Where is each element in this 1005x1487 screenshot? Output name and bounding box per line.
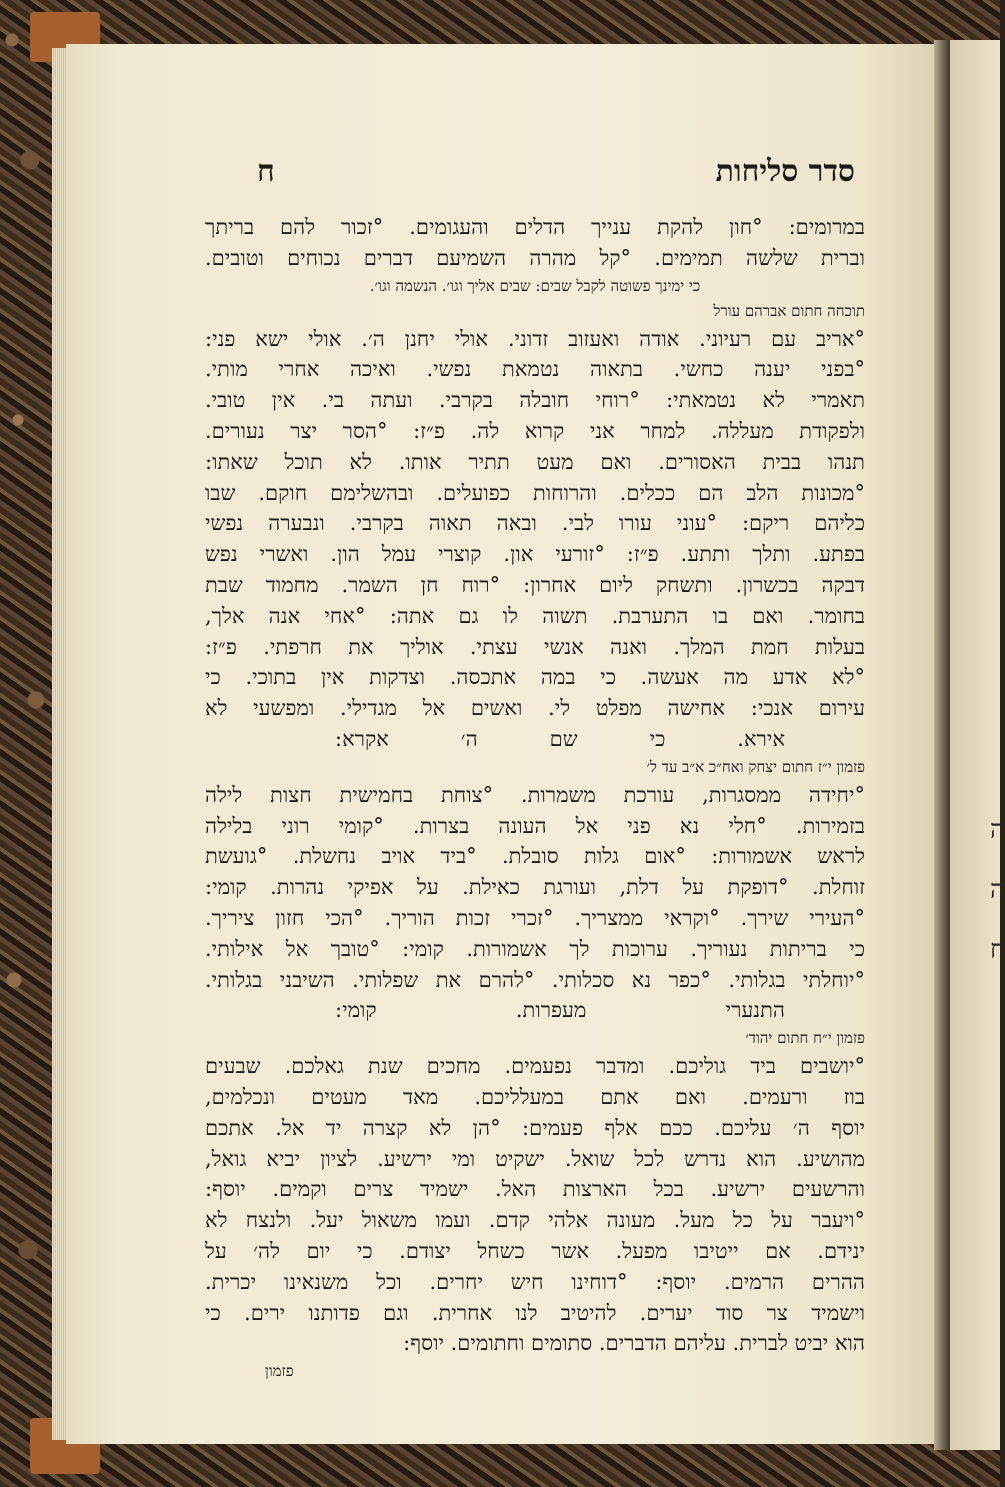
text-line: דבקה בכשרון. ותשחק ליום אחרון: °רוח חן השמר. מחמוד שבת (205, 572, 865, 597)
text-line: פזמון י״ז חתום יצחק ואח״כ א״ב עד ל׳ (646, 757, 865, 776)
text-line: °אריב עם רעיוני. אודה ואעזוב זדוני. אולי יחנן ה׳. אולי ישא פני: (205, 326, 865, 351)
text-line: °לא אדע מה אעשה. כי במה אתכסה. וצדקות אין בתוכי. כי (205, 665, 865, 690)
text-line: פזמון י״ח חתום יהוד׳ (745, 1029, 865, 1048)
text-line: ולפקודת מעללה. למחר אני קרוא לה. פ״ז: °הסר יצר נעורים. (205, 418, 865, 443)
text-line: תוכחה חתום אברהם עורל (713, 301, 865, 320)
text-line: פזמון (265, 1362, 294, 1381)
text-line: הוא יביט לברית. עליהם הדברים. סתומים וחתומים. יוסף: (403, 1331, 865, 1356)
right-page-marks: ה ה ח (990, 815, 1005, 965)
text-line: °בפני יענה כחשי. בתאוה נטמאת נפשי. ואיכה אחרי מותי. (205, 357, 865, 382)
text-line: בעלות חמת המלך. ואנה אנשי עצתי. אוליך את חרפתי. פ״ז: (205, 634, 865, 659)
text-line: ההרים הרמים. יוסף: °דוחינו חיש יחרים. וכל משנאינו יכרית. (205, 1269, 865, 1294)
text-line: °מכונות הלב הם ככלים. והרוחות כפועלים. ובהשלימם חוקם. שבו (205, 480, 865, 505)
text-line: התנערי מעפרות. קומי: (335, 998, 785, 1023)
text-line: כי ימינך פשוטה לקבל שבים: שבים אליך וגו׳. הנשמה וגו׳. (369, 276, 701, 295)
text-line: °יושבים ביד גוליכם. ומדבר נפעמים. מחכים שנת גאלכם. שבעים (205, 1054, 865, 1079)
text-line: והרשעים ירשיע. בכל הארצות האל. ישמיד צרים וקמים. יוסף: (205, 1177, 865, 1202)
page-body (205, 212, 865, 1384)
text-line: בוז ורעמים. ואם אתם במעלליכם. מאד מעטים ונכלמים, (205, 1084, 865, 1109)
text-line: ינידם. אם ייטיבו מפעל. אשר כשחל יצודם. כי יום לה׳ על (205, 1238, 865, 1263)
text-line: יוסף ה׳ עליכם. ככם אלף פעמים: °הן לא קצרה יד אל. אתכם (205, 1115, 865, 1140)
text-line: בזמירות. °חלי נא פני אל העונה בצרות. °קומי רוני בלילה (205, 813, 865, 838)
text-line: במרומים: °חון להקת ענייך הדלים והעגומים. °זכור להם בריתך (205, 215, 865, 239)
book-gutter (934, 40, 950, 1450)
page-header (205, 150, 865, 198)
text-line: °העירי שירך. °וקראי ממצריך. °זכרי זכות הוריך. °הכי חזון ציריך. (205, 905, 865, 930)
text-line: תנהו בבית האסורים. ואם מעט תתיר אותו. לא תוכל שאתו: (205, 449, 865, 474)
text-line: אירא. כי שם ה׳ אקרא: (335, 726, 785, 751)
right-page (950, 40, 1005, 1450)
text-line: וברית שלשה תמימים. °קל מהרה השמיעם דברים נכוחים וטובים. (205, 245, 865, 270)
page-title: סדר סליחות (715, 154, 855, 189)
text-line: °יוחלתי בגלותי. °כפר נא סכלותי. °להרם את שפלותי. השיבני בגלותי. (205, 967, 865, 992)
text-line: כי בריתות נעוריך. ערוכות לך אשמורות. קומי: °טובך אל אילותי. (205, 936, 865, 961)
text-line: עירום אנכי: אחישה מפלט לי. ואשים אל מגדילי. ומפשעי לא (205, 696, 865, 721)
text-line: וישמיד צר סוד יערים. להיטיב לנו אחרית. וגם פדותנו ירים. כי (205, 1300, 865, 1325)
text-line: כליהם ריקם: °עוני עורו לבי. ובאה תאוה בקרבי. ונבערה נפשי (205, 511, 865, 536)
text-line: לראש אשמורות: °אום גלות סובלת. °ביד אויב נחשלת. °גועשת (205, 844, 865, 869)
text-line: זוחלת. °דופקת על דלת, ועורגת כאילת. על אפיקי נהרות. קומי: (205, 875, 865, 900)
text-line: בחומר. ואם בו התערבת. תשוה לו גם אתה: °אחי אנה אלך, (205, 603, 865, 628)
text-line: מהושיע. הוא נדרש לכל שואל. ישקיט ומי ירשיע. לציון יביא גואל, (205, 1146, 865, 1171)
text-line: °ויעבר על כל מעל. מעונה אלהי קדם. ועמו משאול יעל. ולנצח לא (205, 1208, 865, 1233)
text-line: °יחידה ממסגרות, עורכת משמרות. °צוחת בחמישית חצות לילה (205, 782, 865, 807)
text-line: תאמרי לא נטמאתי: °רוחי חובלה בקרבי. ועתה בי. אין טובי. (205, 388, 865, 413)
text-line: בפתע. ותלך ותתע. פ״ז: °זורעי און. קוצרי עמל הון. ואשרי נפש (205, 542, 865, 567)
page-number: ח (257, 154, 275, 189)
